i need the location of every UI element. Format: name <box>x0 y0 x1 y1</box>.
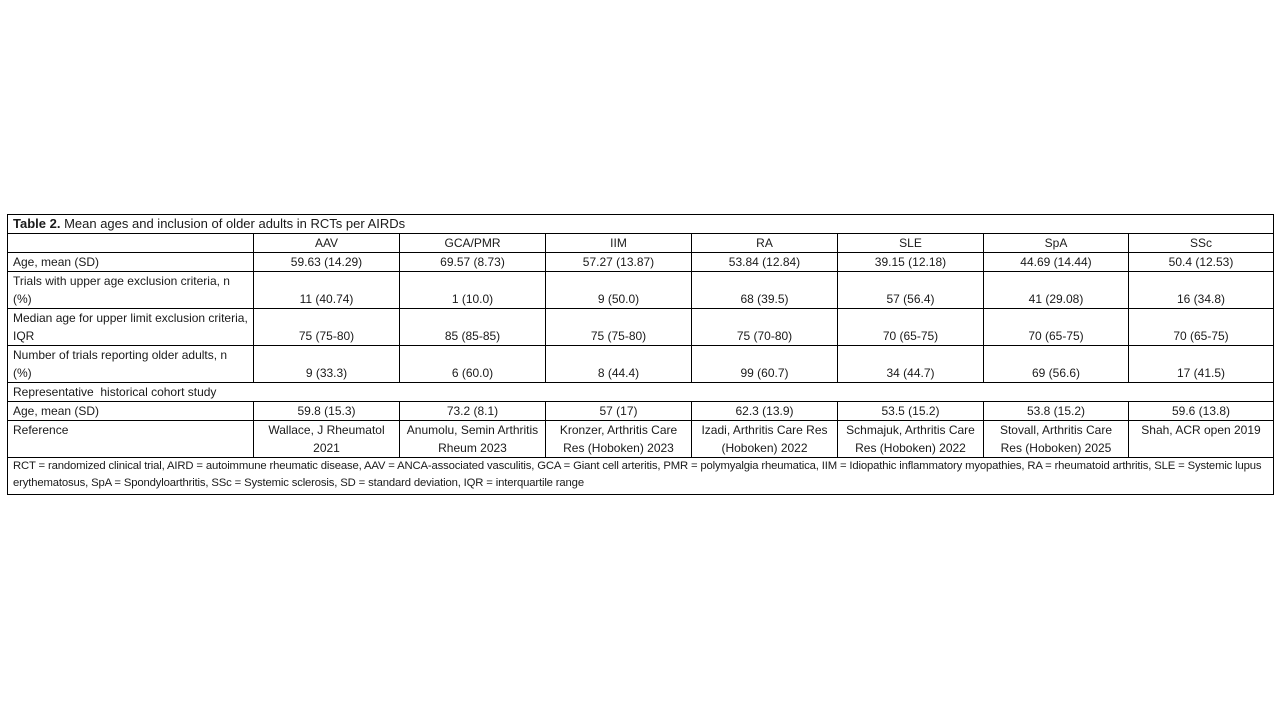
table-cell: 57 (56.4) <box>838 272 984 309</box>
row-label: Age, mean (SD) <box>8 402 254 421</box>
table-cell: Izadi, Arthritis Care Res (Hoboken) 2022 <box>692 421 838 458</box>
table-cell: 50.4 (12.53) <box>1129 253 1274 272</box>
table-cell: 70 (65-75) <box>984 309 1129 346</box>
table-cell: 62.3 (13.9) <box>692 402 838 421</box>
row-label: Reference <box>8 421 254 458</box>
column-header <box>8 234 254 253</box>
column-header: AAV <box>254 234 400 253</box>
table-cell: 41 (29.08) <box>984 272 1129 309</box>
row-label: Median age for upper limit exclusion criteria, IQR <box>8 309 254 346</box>
row-label: Trials with upper age exclusion criteria, n (%) <box>8 272 254 309</box>
table-cell: Anumolu, Semin Arthritis Rheum 2023 <box>400 421 546 458</box>
table-cell: 69 (56.6) <box>984 346 1129 383</box>
table-cell: 68 (39.5) <box>692 272 838 309</box>
table-cell: 85 (85-85) <box>400 309 546 346</box>
table-cell: 53.5 (15.2) <box>838 402 984 421</box>
table-row <box>8 346 1274 383</box>
table-cell: 8 (44.4) <box>546 346 692 383</box>
table-row <box>8 421 1274 458</box>
table-cell: 59.8 (15.3) <box>254 402 400 421</box>
section-label: Representative historical cohort study <box>8 383 1274 402</box>
table-cell: Shah, ACR open 2019 <box>1129 421 1274 458</box>
table-cell: 11 (40.74) <box>254 272 400 309</box>
caption-text: Mean ages and inclusion of older adults in RCTs per AIRDs <box>60 216 406 231</box>
table-cell: 75 (75-80) <box>254 309 400 346</box>
table-cell: 73.2 (8.1) <box>400 402 546 421</box>
column-header: RA <box>692 234 838 253</box>
table-cell: 1 (10.0) <box>400 272 546 309</box>
table-cell: 75 (70-80) <box>692 309 838 346</box>
column-header: SpA <box>984 234 1129 253</box>
table-cell: Stovall, Arthritis Care Res (Hoboken) 2025 <box>984 421 1129 458</box>
table-row <box>8 253 1274 272</box>
column-header: SLE <box>838 234 984 253</box>
section-row <box>8 383 1274 402</box>
table-cell: 6 (60.0) <box>400 346 546 383</box>
table-row <box>8 272 1274 309</box>
table-cell: Kronzer, Arthritis Care Res (Hoboken) 2023 <box>546 421 692 458</box>
column-header: IIM <box>546 234 692 253</box>
table-cell: Wallace, J Rheumatol 2021 <box>254 421 400 458</box>
caption-label: Table 2. <box>13 216 61 231</box>
table-cell: 9 (50.0) <box>546 272 692 309</box>
table-cell: 59.6 (13.8) <box>1129 402 1274 421</box>
table-cell: 44.69 (14.44) <box>984 253 1129 272</box>
row-label: Number of trials reporting older adults, n (%) <box>8 346 254 383</box>
table-cell: 70 (65-75) <box>838 309 984 346</box>
header-row <box>8 234 1274 253</box>
table-footnote: RCT = randomized clinical trial, AIRD = autoimmune rheumatic disease, AAV = ANCA-associated vasculitis, GCA = Giant cell arteritis, PMR = polymyalgia rheumatica, IIM = Idiopathic inflammatory myopathies, RA = rheumatoid arthritis, SLE = Systemic lupus erythematosus, SpA = Spondyloarthritis, SSc = Systemic sclerosis, SD = standard deviation, IQR = interquartile range <box>8 458 1274 495</box>
footnote-row <box>8 458 1274 495</box>
table-row <box>8 402 1274 421</box>
table-cell: 57 (17) <box>546 402 692 421</box>
table-cell: 53.8 (15.2) <box>984 402 1129 421</box>
table-cell: 57.27 (13.87) <box>546 253 692 272</box>
table-cell: 16 (34.8) <box>1129 272 1274 309</box>
table-cell: 34 (44.7) <box>838 346 984 383</box>
table-cell: 70 (65-75) <box>1129 309 1274 346</box>
table-cell: Schmajuk, Arthritis Care Res (Hoboken) 2022 <box>838 421 984 458</box>
table-cell: 9 (33.3) <box>254 346 400 383</box>
row-label: Age, mean (SD) <box>8 253 254 272</box>
table-cell: 59.63 (14.29) <box>254 253 400 272</box>
table-row <box>8 309 1274 346</box>
table-caption <box>8 215 1274 234</box>
caption-row <box>8 215 1274 234</box>
table-cell: 17 (41.5) <box>1129 346 1274 383</box>
table-cell: 99 (60.7) <box>692 346 838 383</box>
column-header: GCA/PMR <box>400 234 546 253</box>
table-cell: 75 (75-80) <box>546 309 692 346</box>
table-cell: 39.15 (12.18) <box>838 253 984 272</box>
data-table <box>7 214 1274 495</box>
table-cell: 69.57 (8.73) <box>400 253 546 272</box>
column-header: SSc <box>1129 234 1274 253</box>
table-cell: 53.84 (12.84) <box>692 253 838 272</box>
